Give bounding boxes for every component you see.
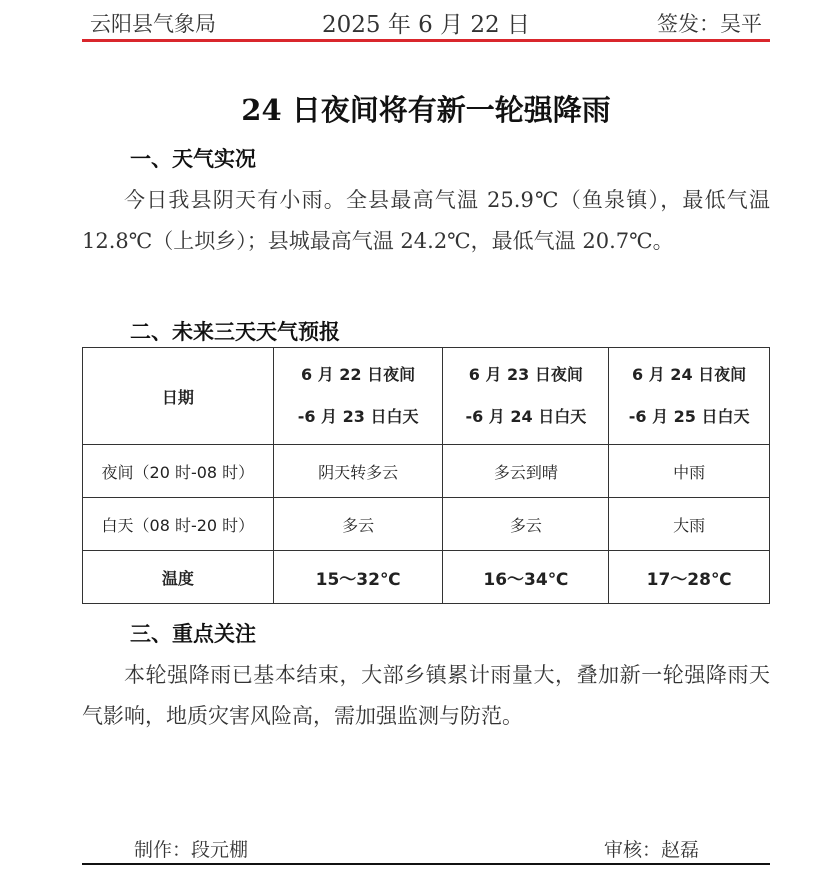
row-label: 夜间（20 时-08 时）	[83, 445, 274, 498]
table-cell: 多云	[273, 498, 443, 551]
issue-date: 2025 年 6 月 22 日	[322, 12, 530, 38]
row-label: 白天（08 时-20 时）	[83, 498, 274, 551]
period-start: 6 月 23 日夜间	[468, 365, 583, 384]
page-title: 24 日夜间将有新一轮强降雨	[241, 93, 611, 127]
row-label: 温度	[83, 551, 274, 604]
focus-text	[82, 655, 770, 737]
weather-observation-paragraph: 今日我县阴天有小雨。全县最高气温 25.9℃（鱼泉镇），最低气温 12.8℃（上坝乡）；县城最高气温 24.2℃，最低气温 20.7℃。	[82, 188, 770, 253]
forecast-table	[82, 347, 770, 604]
header-divider	[82, 39, 770, 42]
footer-divider	[82, 863, 770, 865]
header-date-label: 日期	[83, 348, 274, 445]
period-start: 6 月 22 日夜间	[301, 365, 416, 384]
table-row	[83, 445, 770, 498]
section-heading-forecast: 二、未来三天天气预报	[130, 320, 340, 344]
table-cell: 17～28℃	[609, 551, 770, 604]
table-row	[83, 498, 770, 551]
section-heading-focus: 三、重点关注	[130, 622, 256, 646]
period-cell	[273, 348, 443, 445]
table-cell: 大雨	[609, 498, 770, 551]
period-end: -6 月 25 日白天	[628, 407, 750, 426]
office-name: 云阳县气象局	[90, 12, 216, 36]
table-cell: 多云到晴	[443, 445, 609, 498]
table-cell: 16～34℃	[443, 551, 609, 604]
table-header-row	[83, 348, 770, 445]
period-start: 6 月 24 日夜间	[632, 365, 747, 384]
period-cell	[443, 348, 609, 445]
section-heading-weather-observation: 一、天气实况	[130, 147, 256, 171]
period-end: -6 月 23 日白天	[297, 407, 419, 426]
document-header	[82, 6, 770, 38]
reviewer: 审核：赵磊	[604, 839, 700, 861]
table-cell: 阴天转多云	[273, 445, 443, 498]
weather-observation-text	[82, 180, 770, 262]
focus-paragraph: 本轮强降雨已基本结束，大部乡镇累计雨量大，叠加新一轮强降雨天气影响，地质灾害风险高，需加强监测与防范。	[82, 663, 770, 728]
table-cell: 中雨	[609, 445, 770, 498]
period-end: -6 月 24 日白天	[465, 407, 587, 426]
period-cell	[609, 348, 770, 445]
table-cell: 多云	[443, 498, 609, 551]
table-row	[83, 551, 770, 604]
table-cell: 15～32℃	[273, 551, 443, 604]
author: 制作：段元棚	[134, 839, 249, 861]
issuer: 签发：吴平	[657, 12, 762, 36]
